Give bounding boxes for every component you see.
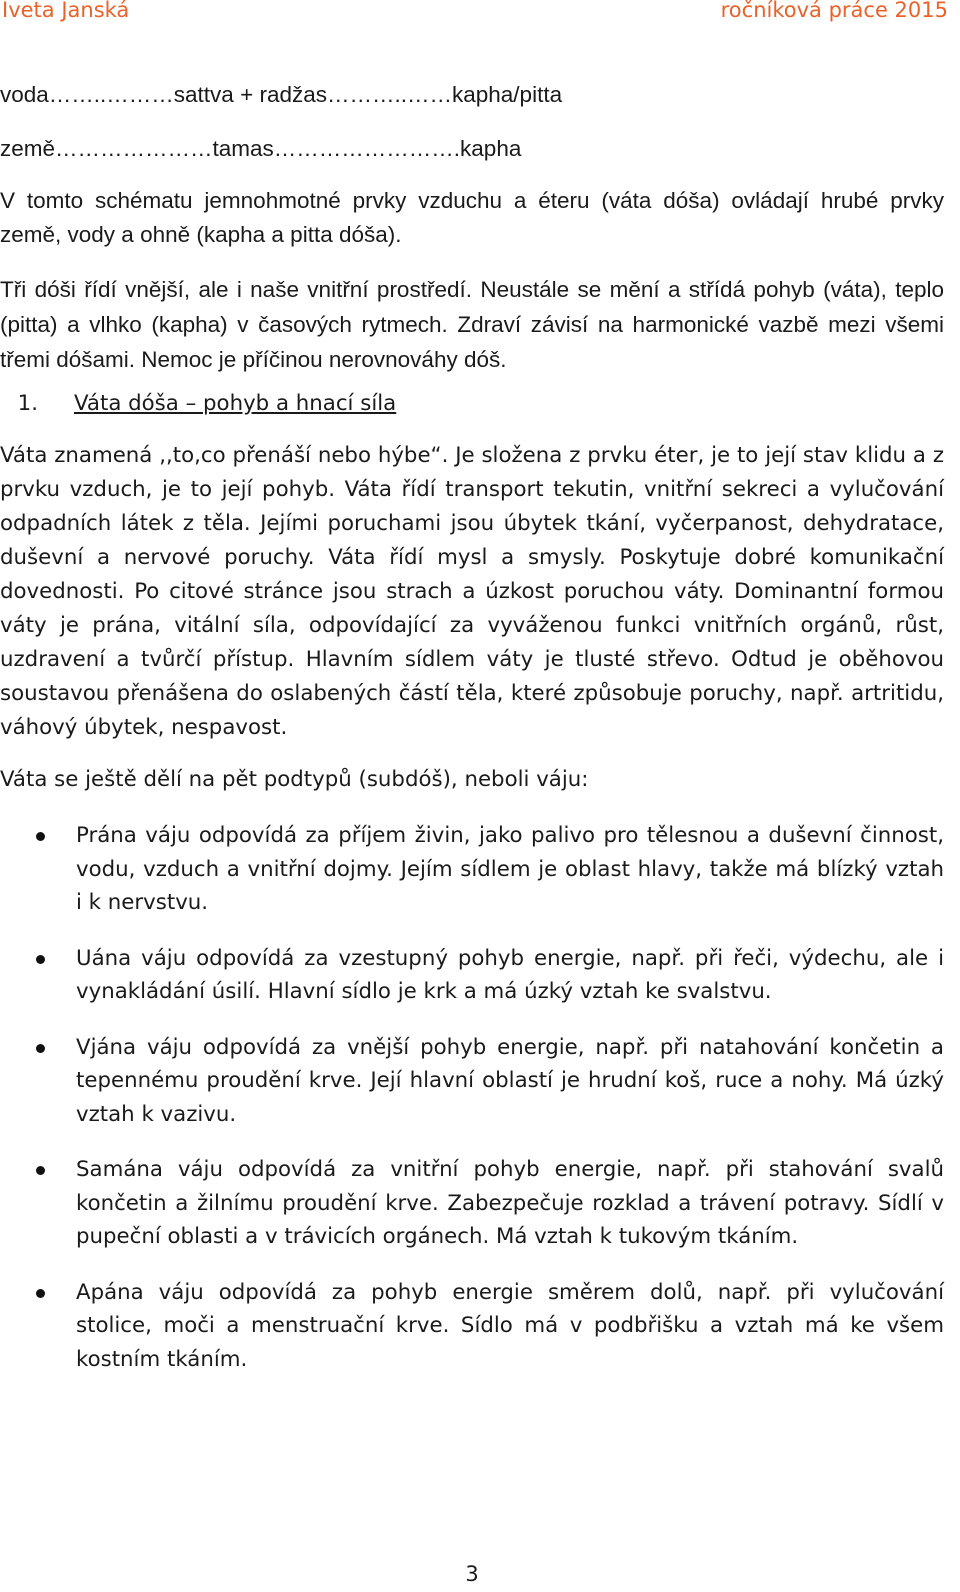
- list-item-text: Prána váju odpovídá za příjem živin, jako palivo pro tělesnou a duševní činnost, vodu, vzduch a vnitřní dojmy. Jejím sídlem je oblast hlavy, takže má blízký vztah i k nervstvu.: [76, 823, 944, 915]
- element-line-zeme: země…………………tamas…………………….kapha: [0, 136, 522, 161]
- page-content: [0, 68, 944, 1398]
- bullet-icon: [36, 1044, 45, 1053]
- bullet-icon: [36, 955, 45, 964]
- page-number: 3: [465, 1562, 479, 1586]
- list-item: [0, 942, 944, 1009]
- list-item: [0, 1031, 944, 1132]
- paragraph-scheme: V tomto schématu jemnohmotné prvky vzduchu a éteru (váta dóša) ovládají hrubé prvky země, vody a ohně (kapha a pitta dóša).: [0, 188, 944, 247]
- header-author: Iveta Janská: [2, 0, 130, 22]
- paragraph-subtypes-intro: Váta se ještě dělí na pět podtypů (subdóš), neboli váju:: [0, 767, 589, 792]
- list-item: [0, 1153, 944, 1254]
- list-item-text: Samána váju odpovídá za vnitřní pohyb energie, např. při stahování svalů končetin a žilnímu proudění krve. Zabezpečuje rozklad a trávení potravy. Sídlí v pupeční oblasti a v trávicích orgánech. Má vztah k tukovým tkáním.: [76, 1157, 944, 1249]
- paragraph-three-doshas: Tři dóši řídí vnější, ale i naše vnitřní prostředí. Neustále se mění a střídá pohyb (váta), teplo (pitta) a vlhko (kapha) v časových rytmech. Zdraví závisí na harmonické vazbě mezi všemi třemi dóšami. Nemoc je příčinou nerovnováhy dóš.: [0, 277, 944, 372]
- section-title: Váta dóša – pohyb a hnací síla: [74, 391, 397, 416]
- subtypes-list: [0, 819, 944, 1376]
- list-item-text: Apána váju odpovídá za pohyb energie směrem dolů, např. při vylučování stolice, moči a menstruační krve. Sídlo má v podbřišku a vztah má ke všem kostním tkáním.: [76, 1279, 944, 1372]
- bullet-icon: [36, 1289, 45, 1298]
- list-item-text: Uána váju odpovídá za vzestupný pohyb energie, např. při řeči, výdechu, ale i vynakládání úsilí. Hlavní sídlo je krk a má úzký vztah ke svalstvu.: [76, 945, 944, 1004]
- section-heading: [0, 387, 944, 421]
- header-title: ročníková práce 2015: [720, 0, 948, 22]
- page-header: [0, 0, 948, 30]
- bullet-icon: [36, 1166, 45, 1175]
- list-item: [0, 1276, 944, 1377]
- list-item: [0, 819, 944, 920]
- list-item-text: Vjána váju odpovídá za vnější pohyb energie, např. při natahování končetin a tepennému proudění krve. Její hlavní oblastí je hrudní koš, ruce a nohy. Má úzký vztah k vazivu.: [76, 1034, 944, 1127]
- bullet-icon: [36, 832, 45, 841]
- element-line-voda: voda……..………sattva + radžas………..……kapha/pitta: [0, 82, 563, 107]
- section-number: 1.: [17, 391, 38, 416]
- paragraph-vata: Váta znamená ,,to,co přenáší nebo hýbe“. Je složena z prvku éter, je to její stav klidu a z prvku vzduch, je to její pohyb. Váta řídí transport tekutin, vnitřní sekreci a vylučování odpadních látek z těla. Jejími poruchami jsou úbytek tkání, vyčerpanost, dehydratace, duševní a nervové poruchy. Váta řídí mysl a smysly. Poskytuje dobré komunikační dovednosti. Po citové stránce jsou strach a úzkost poruchou váty. Dominantní formou váty je prána, vitální síla, odpovídající za vyváženou funkci vnitřních orgánů, růst, uzdravení a tvůrčí přístup. Hlavním sídlem váty je tlusté střevo. Odtud je oběhovou soustavou přenášena do oslabených částí těla, které způsobuje poruchy, např. artritidu, váhový úbytek, nespavost.: [0, 443, 944, 740]
